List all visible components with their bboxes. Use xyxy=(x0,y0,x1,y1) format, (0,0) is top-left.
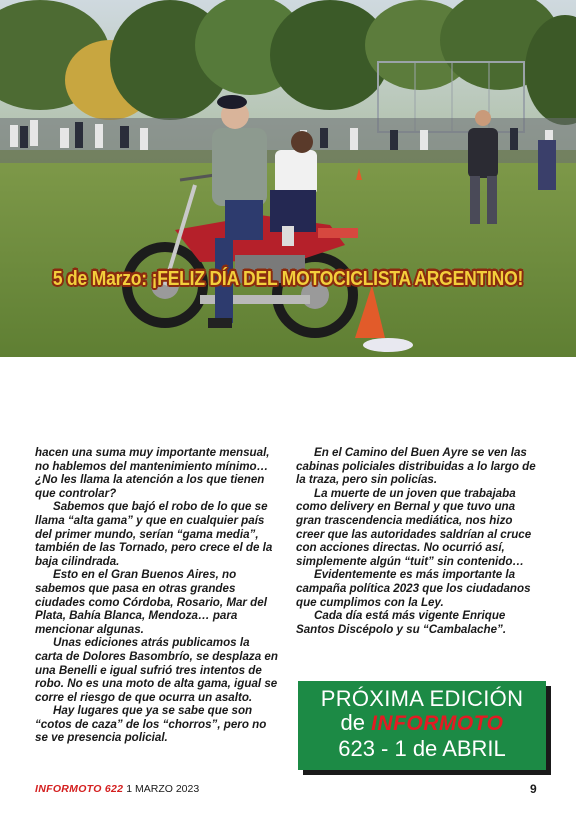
next-edition-prefix: de xyxy=(340,710,365,735)
next-edition-box xyxy=(298,681,546,770)
article-left-column xyxy=(35,446,280,745)
paragraph: Cada día está más vigente Enrique Santos Discépolo y su “Cambalache”. xyxy=(296,609,507,636)
paragraph: La muerte de un joven que trabajaba como delivery en Bernal y que tuvo una gran trascendencia mediática, nos hizo creer que las autoridades saldrían al cruce con acciones directas. No ocurrió así, simplemente algún “tuit” sin contenido… xyxy=(296,486,532,568)
paragraph: Hay lugares que ya se sabe que son “cotos de caza” de los “chorros”, pero no se ve presencia policial. xyxy=(35,704,267,745)
next-edition-brand-line xyxy=(298,711,546,736)
paragraph: Esto en el Gran Buenos Aires, no sabemos que pasa en otras grandes ciudades como Córdoba, Rosario, Mar del Plata, Bahía Blanca, Mendoza… para mencionar algunas. xyxy=(35,568,267,636)
paragraph: Unas ediciones atrás publicamos la carta de Dolores Basombrío, se desplaza en una Benelli e igual sufrió tres intentos de robo. No es una moto de alta gama, igual se corre el riesgo de que ocurra un asalto. xyxy=(35,636,278,704)
page-footer xyxy=(35,783,199,795)
motorcycle-photo xyxy=(0,0,576,357)
next-edition-title: PRÓXIMA EDICIÓN xyxy=(320,686,524,711)
next-edition-issue: 623 - 1 de ABRIL xyxy=(338,736,506,761)
cover-photo xyxy=(0,0,576,357)
paragraph: Evidentemente es más importante la campaña política 2023 que los ciudadanos que cumplimos con la Ley. xyxy=(296,568,531,609)
paragraph: En el Camino del Buen Ayre se ven las cabinas policiales distribuidas a lo largo de la traza, pero sin policías. xyxy=(296,446,536,487)
paragraph: Sabemos que bajó el robo de lo que se llama “alta gama” y que en cualquier país del primer mundo, serían “gama media”, también de las Tornado, pero crece el de la baja cilindrada. xyxy=(35,500,273,568)
footer-brand: INFORMOTO 622 xyxy=(35,783,124,795)
paragraph: hacen una suma muy importante mensual, no hablemos del mantenimiento mínimo… ¿No les llama la atención a los que tienen que controlar? xyxy=(35,446,270,500)
photo-headline: 5 de Marzo: ¡FELIZ DÍA DEL MOTOCICLISTA ARGENTINO! xyxy=(52,266,524,290)
informoto-logo: INFORMOTO xyxy=(371,712,504,735)
page-number: 9 xyxy=(530,782,537,796)
footer-date: 1 MARZO 2023 xyxy=(126,783,200,795)
article-right-column xyxy=(296,446,542,636)
